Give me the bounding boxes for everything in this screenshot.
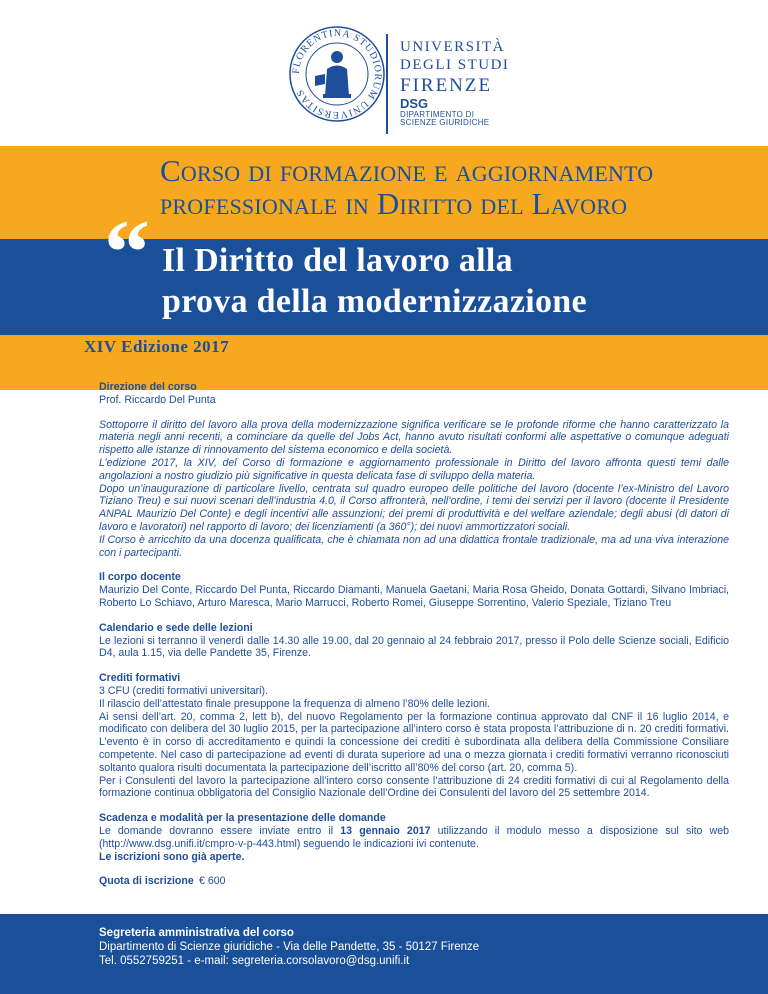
logo-divider: [386, 34, 388, 134]
scadenza-date: 13 gennaio 2017: [340, 824, 431, 837]
course-subtitle: [162, 241, 682, 323]
docenti-heading: Il corpo docente: [99, 571, 181, 584]
crediti-heading: Crediti formativi: [99, 672, 181, 685]
intro-paragraph-4: Il Corso è arricchito da una docenza qualificata, che è chiamata non ad una didattica frontale tradizionale, ma ad una viva interazione con i partecipanti.: [99, 533, 729, 559]
direzione-heading: Direzione del corso: [99, 381, 197, 393]
course-title-line-1: Corso di formazione e aggiornamento: [160, 153, 654, 188]
department-name-line-1: DIPARTIMENTO DI: [400, 109, 475, 119]
quota-label: Quota di iscrizione: [99, 875, 194, 888]
intro-paragraph-3: Dopo un’inaugurazione di particolare livello, centrata sul quadro europeo delle politiche del lavoro (docente l’ex-Ministro del Lavoro Tiziano Treu) e sui nuovi scenari dell’industria 4.0, il Corso affronterà, nell’ordine, i temi dei servizi per il lavoro (docente il Presidente ANPAL Maurizio Del Conte) e degli incentivi alle assunzioni; dei premi di produttività e del welfare aziendale; degli abusi (di datori di lavoro e lavoratori) nel rapporto di lavoro; dei licenziamenti (a 360°); dei nuovi ammortizzatori sociali.: [99, 482, 729, 533]
intro-paragraph-2: L’edizione 2017, la XIV, del Corso di formazione e aggiornamento professionale in Diritto del lavoro affronta questi temi dalle angolazioni a nostro giudizio più significative in questa delicata fase di sviluppo della materia.: [99, 456, 729, 482]
seal-ring-text: FLORENTINA STUDIORUM UNIVERSITAS: [290, 27, 384, 121]
intro-paragraph-1: Sottoporre il diritto del lavoro alla prova della modernizzazione significa verificare se le profonde riforme che hanno caratterizzato la materia negli anni recenti, a cominciare da quelle del Jobs Act, hanno avuto risultati conformi alle aspettative o comunque adeguati rispetto alle istanze di rinnovamento del sistema economico e della società.: [99, 418, 729, 457]
segreteria-address: Dipartimento di Scienze giuridiche - Via delle Pandette, 35 - 50127 Firenze: [99, 941, 480, 953]
crediti-line-2: Il rilascio dell’attestato finale presuppone la frequenza di almeno l’80% delle lezioni.: [99, 697, 491, 710]
scadenza-text-pre: Le domande dovranno essere inviate entro il: [99, 824, 341, 837]
iscrizioni-aperte: Le iscrizioni sono già aperte.: [99, 850, 245, 863]
course-subtitle-line-2: prova della modernizzazione: [162, 282, 587, 320]
university-line-2: DEGLI STUDI: [400, 57, 510, 73]
edition-label: XIV Edizione 2017: [84, 337, 230, 356]
crediti-line-1: 3 CFU (crediti formativi universitari).: [99, 684, 268, 697]
segreteria-heading: Segreteria amministrativa del corso: [99, 927, 294, 939]
footer-contacts: [99, 926, 479, 968]
university-name: [400, 40, 509, 95]
scadenza-heading: Scadenza e modalità per la presentazione delle domande: [99, 812, 386, 825]
direzione-name: Prof. Riccardo Del Punta: [99, 393, 216, 406]
crediti-consulenti-paragraph: Per i Consulenti del lavoro la partecipazione all’intero corso consente l’attribuzione di 24 crediti formativi di cui al Regolamento della formazione continua obbligatoria del Consiglio Nazionale dell’Ordine dei Consulenti del lavoro del 25 settembre 2014.: [99, 774, 729, 800]
university-line-1: UNIVERSITÀ: [400, 39, 505, 55]
course-subtitle-line-1: Il Diritto del lavoro alla: [162, 242, 513, 279]
university-line-3: FIRENZE: [400, 75, 493, 96]
crediti-cnf-paragraph: Ai sensi dell’art. 20, comma 2, lett b), del nuovo Regolamento per la formazione continua approvato dal CNF il 16 luglio 2014, e modificato con delibera del 30 luglio 2015, per la partecipazione all’intero corso è stata proposta l’attribuzione di n. 20 crediti formativi. L’evento è in corso di accreditamento e quindi la concessione dei crediti è subordinata alla delibera della Commissione Consiliare competente. Nel caso di partecipazione ad eventi di durata superiore ad una o mezza giornata i crediti formativi verranno riconosciuti soltanto qualora risulti documentata la partecipazione dell’iscritto all’80% del corso (art. 20, comma 5).: [99, 710, 729, 774]
department-name-line-2: SCIENZE GIURIDICHE: [400, 118, 490, 128]
segreteria-contacts: Tel. 0552759251 - e-mail: segreteria.corsolavoro@dsg.unifi.it: [99, 955, 410, 967]
scadenza-text: [99, 825, 729, 851]
university-seal-logo: [287, 24, 387, 124]
course-title: [160, 155, 760, 220]
scadenza-text-post: utilizzando il modulo messo a disposizione sul sito web (http://www.dsg.unifi.it/cmpro-v-p-443.html) seguendo le indicazioni ivi contenute.: [99, 824, 729, 850]
close-quote-mark: ”: [668, 258, 714, 360]
department-abbr: DSG: [400, 96, 429, 111]
course-details: [99, 381, 729, 888]
department-logo: [400, 97, 489, 127]
calendario-text: Le lezioni si terranno il venerdì dalle 14.30 alle 19.00, dal 20 gennaio al 24 febbraio 2017, presso il Polo delle Scienze sociali, Edificio D4, aula 1.15, via delle Pandette 35, Firenze.: [99, 634, 729, 660]
docenti-list: Maurizio Del Conte, Riccardo Del Punta, Riccardo Diamanti, Manuela Gaetani, Maria Rosa Gheido, Donata Gottardi, Silvano Imbriaci, Roberto Lo Schiavo, Arturo Maresca, Mario Marrucci, Roberto Romei, Giuseppe Sorrentino, Valerio Speziale, Tiziano Treu: [99, 584, 729, 609]
course-title-line-2: professionale in Diritto del Lavoro: [160, 185, 628, 221]
open-quote-mark: “: [104, 201, 150, 303]
quota-row: [99, 875, 729, 888]
calendario-heading: Calendario e sede delle lezioni: [99, 621, 253, 634]
quota-value: € 600: [199, 875, 226, 888]
